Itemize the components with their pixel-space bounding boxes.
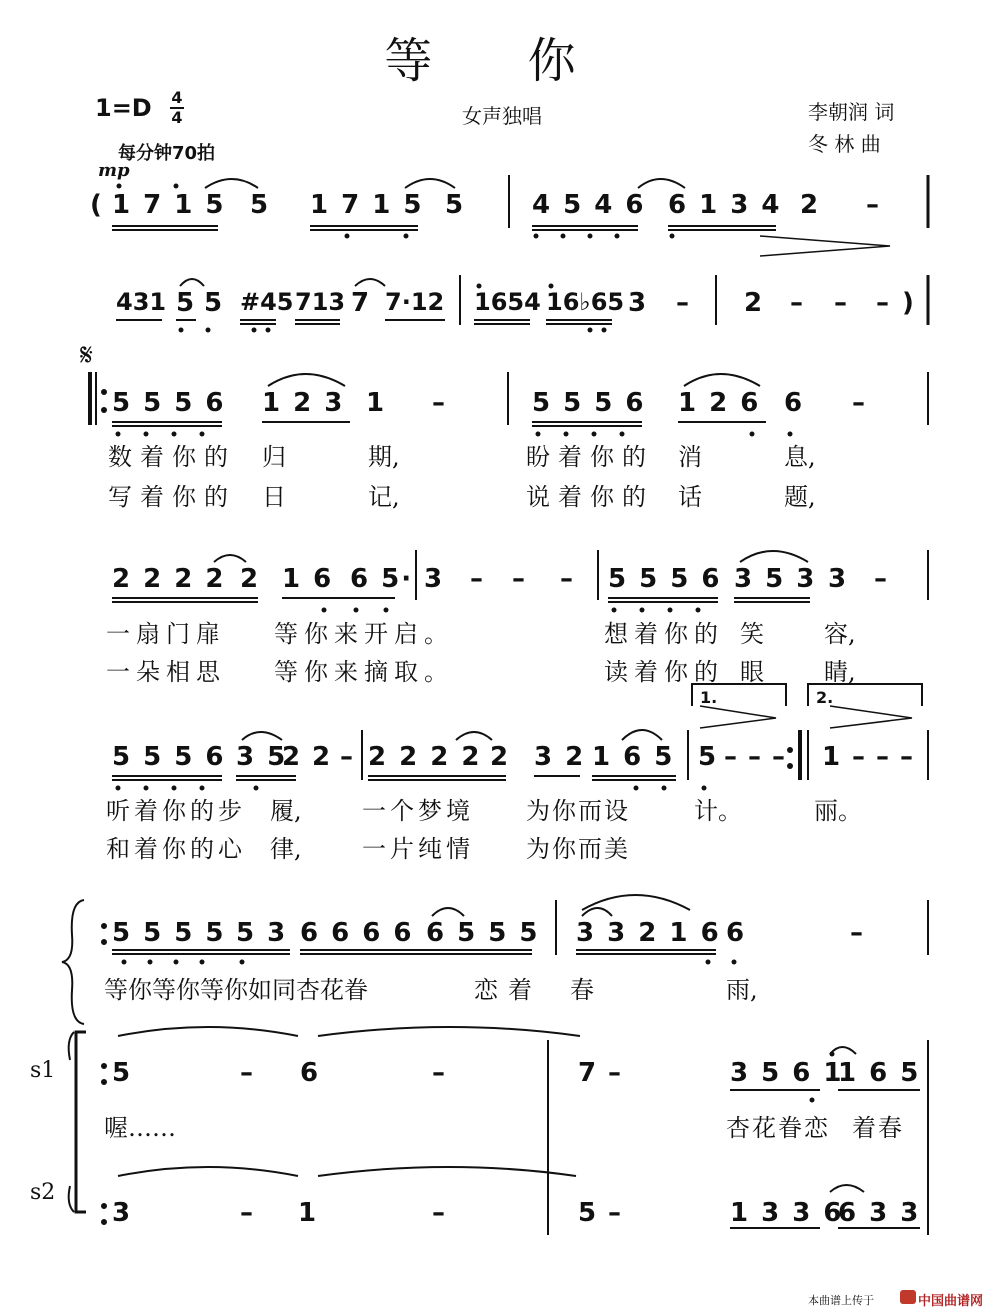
lyric: 话	[678, 483, 702, 511]
intro-dash: –	[790, 288, 805, 318]
intro-note: 5	[445, 190, 466, 220]
lyric: 杏花眷恋	[726, 1114, 830, 1142]
intro-note: 2	[800, 190, 821, 220]
tie	[318, 1167, 576, 1176]
verse-note-group: 6 5·	[350, 564, 414, 594]
verse-dash: –	[748, 742, 763, 772]
octave-dot	[588, 328, 593, 333]
verse-dash: –	[772, 742, 787, 772]
site-name: 中国曲谱网	[918, 1294, 984, 1309]
slur	[622, 730, 662, 740]
intro-note: 5	[176, 288, 197, 318]
s1-note: 7	[578, 1058, 599, 1088]
slur	[242, 732, 282, 740]
lyric: 消	[678, 443, 702, 471]
verse-dash: –	[874, 564, 889, 594]
verse-note-group: 5 5 5 6	[112, 388, 226, 418]
verse-note-group: 5 5 5 6	[532, 388, 646, 418]
lyric: 数着你的	[108, 443, 236, 471]
time-top: 4	[171, 88, 183, 107]
verse-note: 5	[698, 742, 719, 772]
voices-bracket-curl	[69, 1186, 74, 1212]
chorus-dash: –	[850, 918, 865, 948]
lyric: 息,	[784, 443, 816, 471]
repeat-dot	[101, 1063, 107, 1069]
chorus-note-group: 5 3	[236, 918, 288, 948]
verse-note-group: 1 6	[282, 564, 334, 594]
slur	[268, 374, 345, 386]
lyric: 恋着	[474, 976, 542, 1004]
lyric: 雨,	[726, 976, 758, 1004]
lyric: 眼	[740, 658, 764, 686]
system-brace	[62, 900, 84, 1024]
slur	[205, 179, 258, 188]
slur	[355, 279, 385, 286]
second-ending-label: 2.	[816, 688, 834, 707]
octave-dot	[148, 960, 153, 965]
verse-note-group: 3 2	[534, 742, 586, 772]
repeat-dot	[787, 747, 793, 753]
octave-dot	[696, 608, 701, 613]
verse-note: 1	[822, 742, 843, 772]
verse-dash: –	[432, 388, 447, 418]
slur	[740, 551, 808, 562]
octave-dot	[116, 786, 121, 791]
s2-note: 1	[298, 1198, 319, 1228]
s2-dash: –	[432, 1198, 447, 1228]
chorus-note-group: 3 3 2 1 6	[576, 918, 721, 948]
octave-dot	[174, 184, 179, 189]
verse-dash: –	[512, 564, 527, 594]
intro-note: 5	[204, 288, 225, 318]
lyric: 日	[262, 483, 286, 511]
verse-dash: –	[560, 564, 575, 594]
intro-dash: –	[876, 288, 891, 318]
s2-note-group: 6 3 3	[838, 1198, 921, 1228]
lyric: 为你而美	[526, 835, 630, 863]
lyric: 履,	[270, 797, 302, 825]
intro-note-group: 1 7 1 5	[112, 190, 226, 220]
slur	[432, 908, 464, 916]
octave-dot	[612, 608, 617, 613]
octave-dot	[345, 234, 350, 239]
tie	[318, 1027, 580, 1036]
intro-note-group: 431	[116, 288, 167, 316]
octave-dot	[477, 284, 482, 289]
intro-note-group: 713	[295, 288, 346, 316]
octave-dot	[144, 432, 149, 437]
verse-note-group: 3 5	[236, 742, 288, 772]
octave-dot	[588, 234, 593, 239]
intro-note-group: #45	[240, 288, 294, 316]
verse-dash: –	[852, 388, 867, 418]
octave-dot	[200, 786, 205, 791]
repeat-dot	[101, 1079, 107, 1085]
footer-note: 本曲谱上传于	[808, 1294, 874, 1307]
octave-dot	[549, 284, 554, 289]
octave-dot	[564, 432, 569, 437]
lyric: 为你而设	[526, 797, 630, 825]
lyric: 题,	[784, 483, 816, 511]
repeat-dot	[101, 1219, 107, 1225]
intro-note-group: 7·12	[385, 288, 445, 316]
intro-note: 7	[351, 288, 372, 318]
lyric: 喔……	[104, 1114, 176, 1142]
octave-dot	[668, 608, 673, 613]
verse-note-group: 1 2 3	[262, 388, 345, 418]
octave-dot	[706, 960, 711, 965]
decrescendo-hairpin	[830, 706, 912, 728]
lyricist: 李朝润 词	[808, 100, 895, 124]
chorus-note-group: 6 6 6 6	[300, 918, 414, 948]
verse-dash: –	[340, 742, 355, 772]
octave-dot	[620, 432, 625, 437]
lyric: 归	[262, 443, 286, 471]
intro-note-group: 16♭65	[546, 288, 625, 316]
verse-dash: –	[724, 742, 739, 772]
lyric: 想着你的	[604, 620, 724, 648]
lyric: 丽。	[814, 797, 862, 825]
intro-open-paren: (	[90, 190, 104, 220]
verse-note: 3	[424, 564, 445, 594]
first-ending-label: 1.	[700, 688, 718, 707]
verse-dash: –	[900, 742, 915, 772]
verse-note-group: 3 5 3	[734, 564, 817, 594]
lyric: 睛,	[824, 658, 856, 686]
octave-dot	[174, 960, 179, 965]
lyric: 说着你的	[526, 483, 654, 511]
octave-dot	[200, 960, 205, 965]
lyric: 一扇门扉	[106, 620, 226, 648]
dynamic-mark: mp	[98, 160, 130, 181]
repeat-dot	[101, 407, 107, 413]
verse-note-group: 2 2 2 2	[112, 564, 226, 594]
octave-dot	[172, 786, 177, 791]
first-ending-bracket	[692, 684, 786, 706]
chorus-note-group: 6 5 5 5	[426, 918, 540, 948]
intro-note-group: 6 1 3 4	[668, 190, 782, 220]
repeat-dot	[101, 923, 107, 929]
verse-note: 2	[490, 742, 511, 772]
verse-note: 3	[828, 564, 849, 594]
intro-note: 5	[250, 190, 271, 220]
intro-note: 2	[744, 288, 765, 318]
lyric: 和着你的心	[106, 835, 246, 863]
intro-close-paren: )	[902, 288, 916, 318]
voices-bracket	[76, 1032, 86, 1212]
performance-note: 女声独唱	[462, 104, 542, 128]
key-signature: 1=D	[95, 94, 152, 122]
slur	[684, 374, 760, 386]
octave-dot	[404, 234, 409, 239]
s1-label: s1	[30, 1058, 56, 1083]
octave-dot	[810, 1098, 815, 1103]
verse-dash: –	[876, 742, 891, 772]
slur	[638, 179, 685, 188]
lyric: 等你来摘取。	[274, 658, 454, 686]
chorus-note: 6	[726, 918, 747, 948]
octave-dot	[750, 432, 755, 437]
segno-sign: 𝄋	[80, 338, 93, 373]
lyric: 律,	[270, 835, 302, 863]
composer: 冬 林 曲	[808, 132, 881, 156]
octave-dot	[634, 786, 639, 791]
lyric: 听着你的步	[106, 797, 246, 825]
lyric: 盼着你的	[526, 443, 654, 471]
verse-note-group: 5 5 5 6	[112, 742, 226, 772]
second-ending-bracket	[808, 684, 922, 706]
octave-dot	[354, 608, 359, 613]
octave-dot	[662, 786, 667, 791]
decrescendo-hairpin	[700, 706, 776, 728]
octave-dot	[534, 234, 539, 239]
s1-dash: –	[608, 1058, 623, 1088]
octave-dot	[702, 786, 707, 791]
slur	[180, 279, 204, 286]
lyric: 一朵相思	[106, 658, 226, 686]
slur	[405, 179, 455, 188]
s2-dash: –	[240, 1198, 255, 1228]
verse-dash: –	[470, 564, 485, 594]
slur	[214, 555, 246, 562]
s2-label: s2	[30, 1180, 56, 1205]
s2-note: 3	[112, 1198, 133, 1228]
octave-dot	[172, 432, 177, 437]
lyric: 春	[570, 976, 594, 1004]
octave-dot	[252, 328, 257, 333]
lyric: 记,	[368, 483, 400, 511]
lyric: 容,	[824, 620, 856, 648]
s1-note: 5	[112, 1058, 133, 1088]
octave-dot	[254, 786, 259, 791]
octave-dot	[615, 234, 620, 239]
s1-note: 6	[300, 1058, 321, 1088]
chorus-note-group: 5 5 5 5	[112, 918, 226, 948]
verse-note: 1	[366, 388, 387, 418]
octave-dot	[200, 432, 205, 437]
lyric: 读着你的	[604, 658, 724, 686]
s2-dash: –	[608, 1198, 623, 1228]
repeat-dot	[101, 1203, 107, 1209]
slur	[582, 908, 612, 916]
lyric: 等你等你等你如同杏花眷	[104, 976, 368, 1004]
octave-dot	[536, 432, 541, 437]
octave-dot	[266, 328, 271, 333]
lyric: 笑	[740, 620, 764, 648]
intro-note: 3	[628, 288, 649, 318]
octave-dot	[640, 608, 645, 613]
lyric: 写着你的	[108, 483, 236, 511]
verse-note-group: 1 6 5	[592, 742, 675, 772]
octave-dot	[732, 960, 737, 965]
tempo-mark: 每分钟70拍	[118, 143, 216, 164]
s2-note: 5	[578, 1198, 599, 1228]
tie	[118, 1027, 298, 1036]
octave-dot	[144, 786, 149, 791]
verse-note: 2	[312, 742, 333, 772]
song-title: 等 你	[384, 33, 616, 89]
lyric: 计。	[694, 797, 742, 825]
intro-dash: –	[866, 190, 881, 220]
octave-dot	[179, 328, 184, 333]
intro-note-group: 1654	[474, 288, 541, 316]
verse-dash: –	[852, 742, 867, 772]
octave-dot	[116, 432, 121, 437]
intro-dash: –	[834, 288, 849, 318]
s1-note-group: 1 6 5	[838, 1058, 921, 1088]
octave-dot	[561, 234, 566, 239]
octave-dot	[240, 960, 245, 965]
tie	[118, 1167, 298, 1176]
octave-dot	[206, 328, 211, 333]
repeat-dot	[101, 939, 107, 945]
octave-dot	[122, 960, 127, 965]
slur	[830, 1185, 864, 1192]
verse-note-group: 5 5 5 6	[608, 564, 722, 594]
lyric: 着春	[852, 1114, 904, 1142]
decrescendo-hairpin	[760, 236, 890, 256]
verse-note: 2	[240, 564, 261, 594]
octave-dot	[830, 1052, 835, 1057]
octave-dot	[117, 184, 122, 189]
slur	[456, 732, 492, 740]
intro-note-group: 4 5 4 6	[532, 190, 646, 220]
s2-note-group: 1 3 3 6	[730, 1198, 844, 1228]
octave-dot	[788, 432, 793, 437]
s1-dash: –	[240, 1058, 255, 1088]
intro-note-group: 1 7 1 5	[310, 190, 424, 220]
lyric: 一个梦境	[362, 797, 474, 825]
octave-dot	[592, 432, 597, 437]
repeat-dot	[101, 389, 107, 395]
s1-dash: –	[432, 1058, 447, 1088]
voices-bracket-curl	[69, 1032, 74, 1060]
verse-note: 2	[282, 742, 303, 772]
lyric: 期,	[368, 443, 400, 471]
octave-dot	[322, 608, 327, 613]
repeat-dot	[787, 763, 793, 769]
octave-dot	[602, 328, 607, 333]
verse-note: 6	[784, 388, 805, 418]
intro-dash: –	[676, 288, 691, 318]
lyric: 一片纯情	[362, 835, 474, 863]
time-bottom: 4	[171, 108, 183, 127]
lyric: 等你来开启。	[274, 620, 454, 648]
verse-note-group: 1 2 6	[678, 388, 761, 418]
s1-note-group: 3 5 6 1	[730, 1058, 844, 1088]
verse-note-group: 2 2 2 2	[368, 742, 482, 772]
octave-dot	[384, 608, 389, 613]
octave-dot	[670, 234, 675, 239]
